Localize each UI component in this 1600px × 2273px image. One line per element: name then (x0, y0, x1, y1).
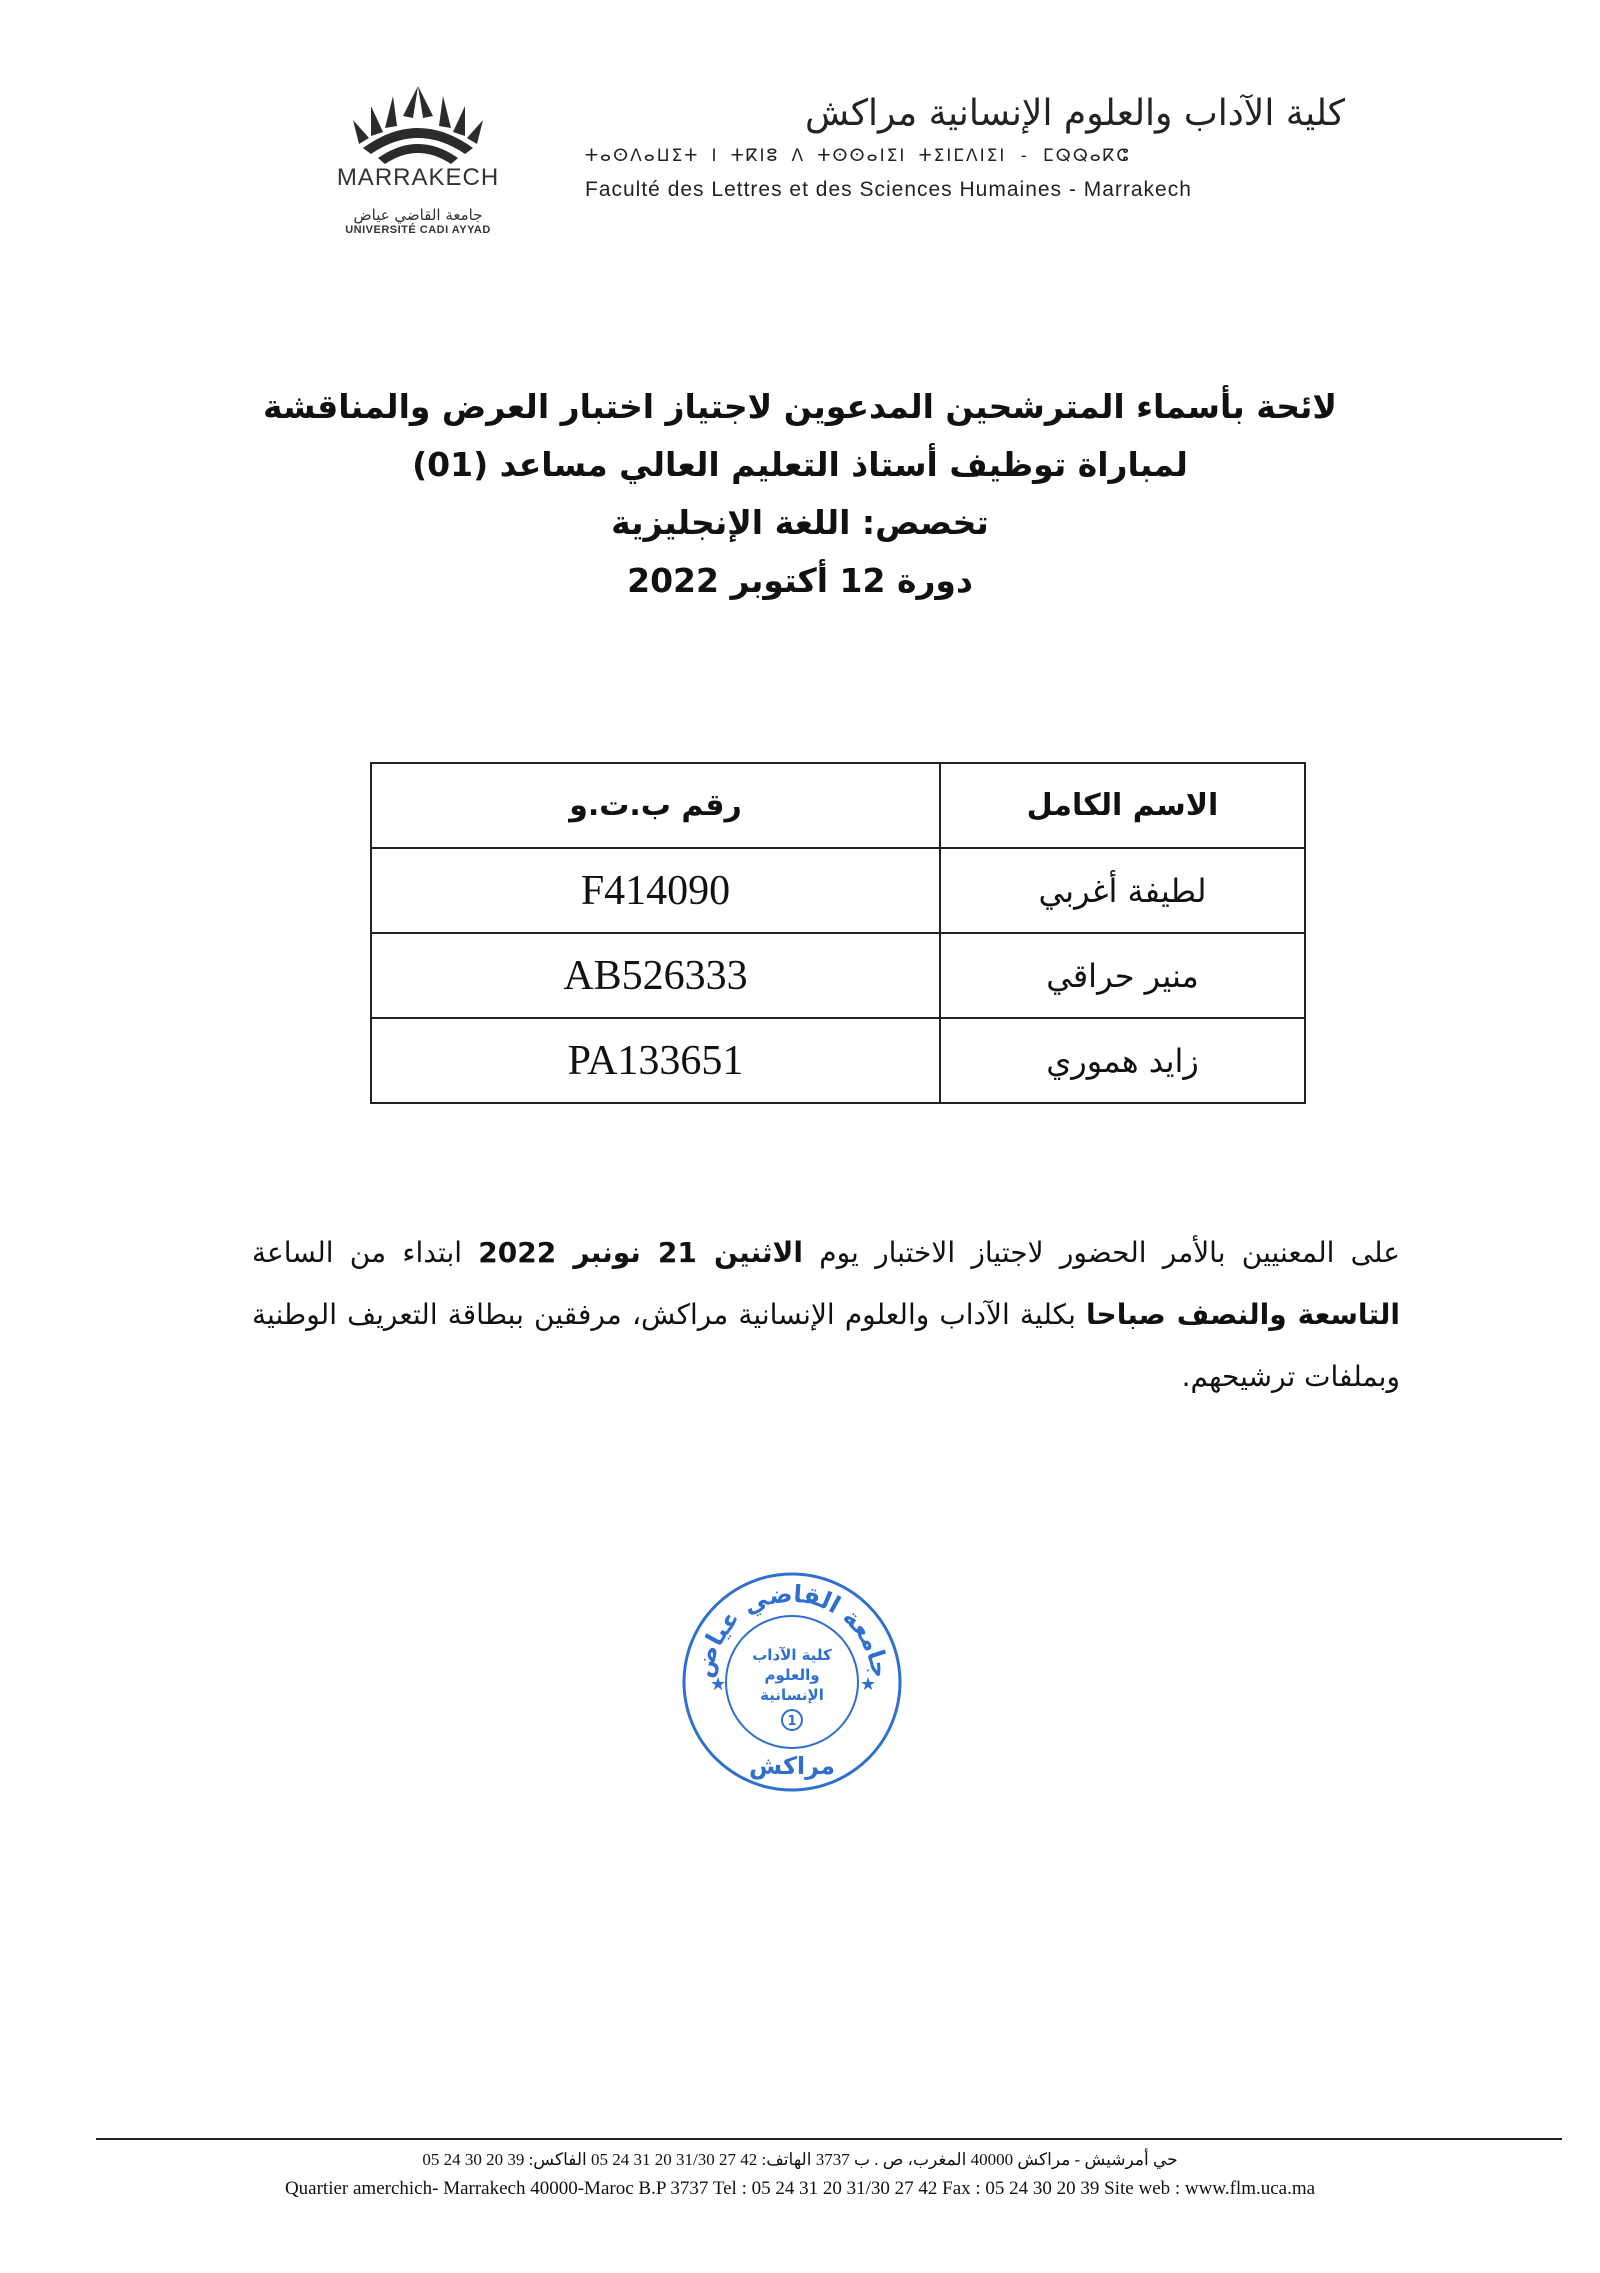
logo-university-arabic: جامعة القاضي عياض (353, 206, 483, 224)
candidate-id-number: PA133651 (371, 1018, 940, 1103)
candidate-id-number: F414090 (371, 848, 940, 933)
notice-text-2: ابتداء من الساعة (252, 1236, 479, 1269)
logo-university-french: UNIVERSITÉ CADI AYYAD (345, 224, 491, 236)
official-stamp (672, 1562, 912, 1802)
table-row (371, 848, 1305, 933)
candidate-name: لطيفة أغربي (940, 848, 1305, 933)
table-row (371, 933, 1305, 1018)
column-header-full-name: الاسم الكامل (940, 763, 1305, 848)
footer-address-arabic: حي أمرشيش - مراكش 40000 المغرب، ص . ب 3737 الهاتف: 42 27 31/30 20 31 24 05 الفاكس: 39 20 30 24 05 (422, 2150, 1178, 2169)
title-line-3: تخصص: اللغة الإنجليزية (611, 503, 989, 542)
table-header-row (371, 763, 1305, 848)
notice-date: الاثنين 21 نونبر 2022 (478, 1236, 803, 1269)
candidate-id-number: AB526333 (371, 933, 940, 1018)
faculty-header (585, 92, 1345, 202)
star-icon: ★ (860, 1674, 877, 1695)
faculty-name-tifinagh: ⵜⴰⵙⴷⴰⵡⵉⵜ ⵏ ⵜⴽⵏⵓ ⴷ ⵜⵙⵙⴰⵏⵉⵏ ⵜⵉⵏⵎⴷⵏⵉⵏ - ⵎⵕⵕⴰⴽⵛ (585, 146, 1131, 166)
stamp-center-line-3: الإنسانية (760, 1686, 824, 1704)
stamp-top-text: جامعة القاضي عياض (689, 1579, 895, 1681)
faculty-name-arabic: كلية الآداب والعلوم الإنسانية مراكش (805, 93, 1345, 134)
title-line-1: لائحة بأسماء المترشحين المدعوين لاجتياز اختبار العرض والمناقشة (263, 387, 1337, 426)
palm-logo-icon (333, 78, 503, 168)
title-line-2: لمباراة توظيف أستاذ التعليم العالي مساعد (01) (412, 445, 1188, 484)
exam-notice-paragraph (252, 1222, 1400, 1408)
logo-city-name: MARRAKECH (336, 164, 500, 191)
faculty-name-french: Faculté des Lettres et des Sciences Humaines - Marrakech (585, 178, 1192, 201)
notice-time: التاسعة والنصف صباحا (1086, 1298, 1400, 1331)
stamp-center-line-1: كلية الآداب (752, 1646, 832, 1664)
footer-address-french: Quartier amerchich- Marrakech 40000-Maroc B.P 3737 Tel : 05 24 31 20 31/30 27 42 Fax : 05 24 30 20 39 Site web : www.flm.uca.ma (284, 2178, 1316, 2199)
table-row (371, 1018, 1305, 1103)
stamp-center-number: 1 (787, 1714, 797, 1729)
title-line-4: دورة 12 أكتوبر 2022 (627, 561, 973, 600)
candidate-name: زايد هموري (940, 1018, 1305, 1103)
candidates-table (370, 762, 1306, 1104)
candidate-name: منير حراقي (940, 933, 1305, 1018)
notice-text-3: بكلية الآداب والعلوم الإنسانية مراكش، مرفقين ببطاقة التعريف الوطنية وبملفات ترشيحهم. (252, 1298, 1400, 1393)
stamp-center-line-2: والعلوم (764, 1666, 820, 1684)
document-title (200, 378, 1400, 610)
column-header-id-number: رقم ب.ت.و (371, 763, 940, 848)
stamp-bottom-text: مراكش (749, 1752, 835, 1780)
star-icon: ★ (710, 1674, 727, 1695)
university-logo (318, 78, 518, 253)
notice-text-1: على المعنيين بالأمر الحضور لاجتياز الاختبار يوم (802, 1236, 1400, 1269)
footer-divider (96, 2138, 1562, 2140)
